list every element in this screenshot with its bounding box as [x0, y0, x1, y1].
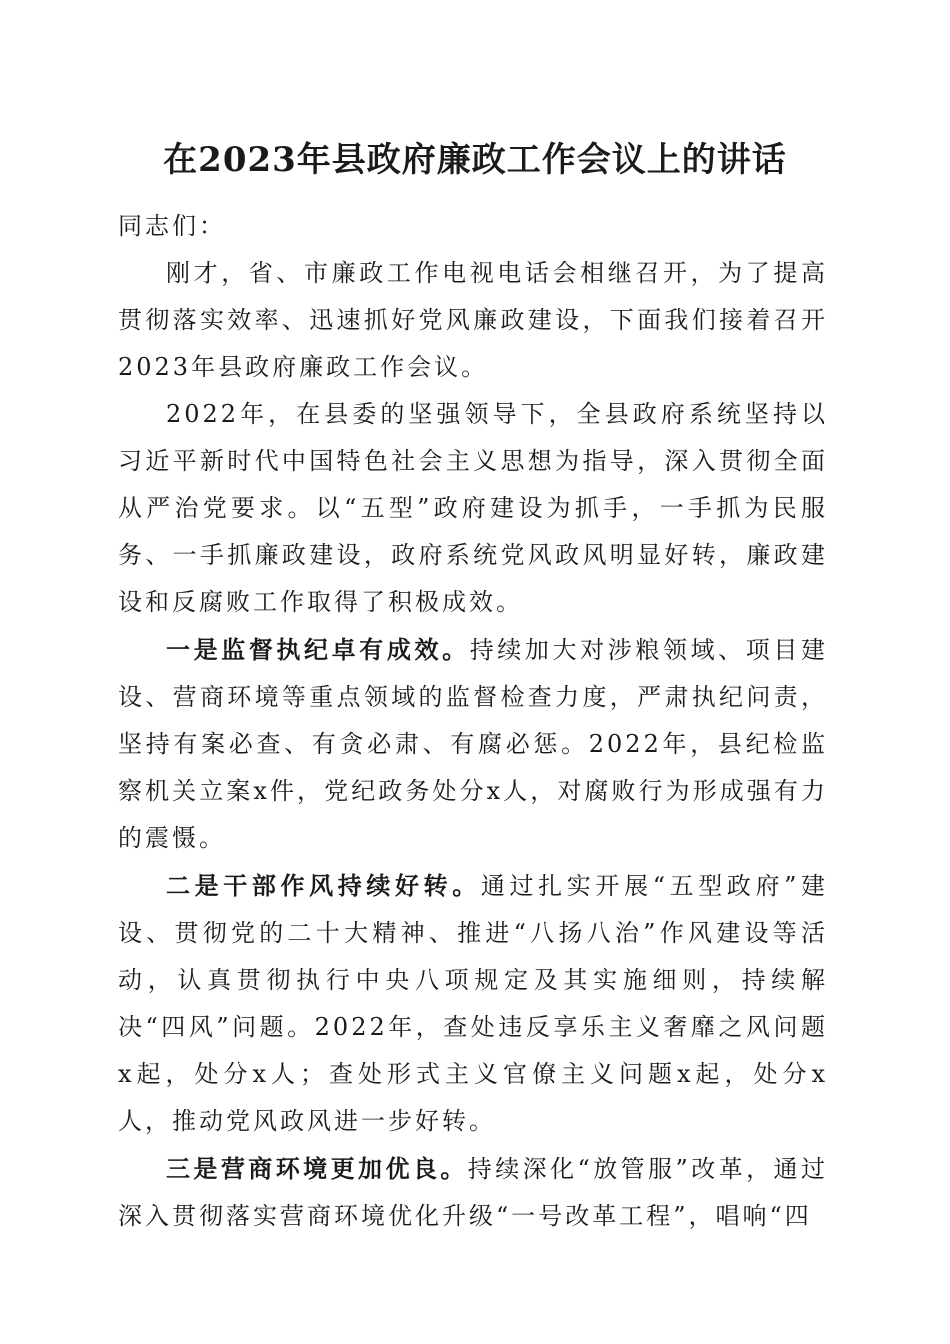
salutation: 同志们：	[118, 212, 226, 240]
paragraph-text: 持续深化“放管服”改革，通过深入贯彻落实营商环境优化升级“一号改革工程”，唱响“四	[118, 1155, 828, 1230]
paragraph-supervision	[118, 626, 828, 862]
paragraph-lead: 二是干部作风持续好转。	[166, 871, 481, 900]
paragraph-text: 刚才，省、市廉政工作电视电话会相继召开，为了提高贯彻落实效率、迅速抓好党风廉政建设，下面我们接着召开2023年县政府廉政工作会议。	[118, 259, 828, 381]
document-body	[118, 203, 828, 1240]
paragraph-lead: 一是监督执纪卓有成效。	[166, 635, 470, 664]
paragraph-text: 持续加大对涉粮领域、项目建设、营商环境等重点领域的监督检查力度，严肃执纪问责，坚持有案必查、有贪必肃、有腐必惩。2022年，县纪检监察机关立案x件，党纪政务处分x人，对腐败行为形成强有力的震慑。	[118, 636, 829, 852]
document-title: 在2023年县政府廉政工作会议上的讲话	[163, 140, 787, 180]
paragraph-text: 2022年，在县委的坚强领导下，全县政府系统坚持以习近平新时代中国特色社会主义思想为指导，深入贯彻全面从严治党要求。以“五型”政府建设为抓手，一手抓为民服务、一手抓廉政建设，政府系统党风政风明显好转，廉政建设和反腐败工作取得了积极成效。	[118, 400, 828, 616]
paragraph-opening	[118, 250, 828, 391]
paragraph-business-environment	[118, 1145, 828, 1240]
paragraph-lead: 三是营商环境更加优良。	[166, 1154, 468, 1183]
paragraph-2022-summary	[118, 391, 828, 626]
paragraph-text: 通过扎实开展“五型政府”建设、贯彻党的二十大精神、推进“八扬八治”作风建设等活动，认真贯彻执行中央八项规定及其实施细则，持续解决“四风”问题。2022年，查处违反享乐主义奢靡之风问题x起，处分x人；查处形式主义官僚主义问题x起，处分x人，推动党风政风进一步好转。	[118, 872, 829, 1135]
paragraph-cadre-style	[118, 862, 828, 1145]
